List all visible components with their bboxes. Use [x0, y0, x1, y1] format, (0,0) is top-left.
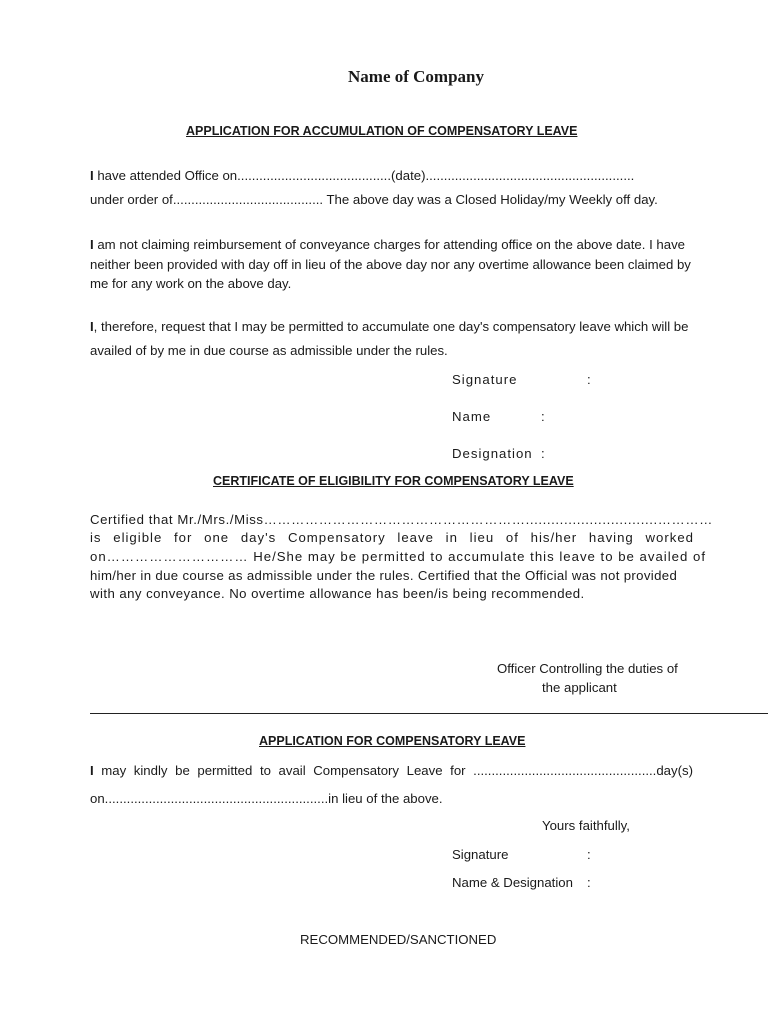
officer-title-line-1: Officer Controlling the duties of: [497, 661, 678, 676]
compensatory-leave-heading: APPLICATION FOR COMPENSATORY LEAVE: [259, 734, 526, 748]
attendance-line-2: under order of......................................... The above day was a Closed Holiday/my Weekly off day.: [90, 192, 658, 207]
signature-label-2: Signature: [452, 847, 509, 862]
certificate-line-3: on………………………… He/She may be permitted to accumulate this leave to be availed of: [90, 549, 706, 564]
declaration-text-1: am not claiming reimbursement of conveyance charges for attending office on the above date. I have: [93, 237, 686, 252]
signature-colon: :: [587, 372, 591, 387]
attendance-text-1: have attended Office on..........................................(date).........................................................: [93, 168, 635, 183]
name-colon: :: [541, 409, 545, 424]
pronoun-i: I: [90, 763, 94, 778]
declaration-line-1: [90, 237, 685, 252]
declaration-line-2: neither been provided with day off in lieu of the above day nor any overtime allowance been claimed by: [90, 257, 691, 272]
attendance-line-1: [90, 168, 634, 183]
pronoun-i: I: [90, 168, 94, 183]
pronoun-i: I: [90, 237, 94, 252]
declaration-line-3: me for any work on the above day.: [90, 276, 292, 291]
name-designation-colon: :: [587, 875, 591, 890]
designation-label: Designation: [452, 446, 533, 461]
leave-request-line-1: [90, 763, 693, 778]
name-label: Name: [452, 409, 492, 424]
officer-title-line-2: the applicant: [542, 680, 617, 695]
yours-faithfully: Yours faithfully,: [542, 818, 630, 833]
certificate-line-1: Certified that Mr./Mrs./Miss…………………………………………………...............................…………: [90, 512, 713, 527]
signature-colon-2: :: [587, 847, 591, 862]
certificate-line-5: with any conveyance. No overtime allowance has been/is being recommended.: [90, 586, 585, 601]
designation-colon: :: [541, 446, 545, 461]
name-designation-label: Name & Designation: [452, 875, 573, 890]
leave-request-line-2: on.............................................................in lieu of the above.: [90, 791, 443, 806]
pronoun-i: I: [90, 319, 94, 334]
application-heading: APPLICATION FOR ACCUMULATION OF COMPENSATORY LEAVE: [186, 124, 578, 138]
section-divider: [90, 713, 768, 714]
signature-label: Signature: [452, 372, 518, 387]
certificate-line-4: him/her in due course as admissible under the rules. Certified that the Official was not provided: [90, 568, 678, 583]
certificate-line-2: is eligible for one day's Compensatory leave in lieu of his/her having worked: [90, 530, 694, 545]
company-name: Name of Company: [348, 67, 484, 86]
certificate-heading: CERTIFICATE OF ELIGIBILITY FOR COMPENSATORY LEAVE: [213, 474, 574, 488]
recommended-sanctioned: RECOMMENDED/SANCTIONED: [300, 932, 497, 947]
request-line-2: availed of by me in due course as admissible under the rules.: [90, 343, 448, 358]
request-text-1: , therefore, request that I may be permitted to accumulate one day's compensatory leave which will be: [93, 319, 689, 334]
request-line-1: [90, 319, 688, 334]
leave-request-text-1: may kindly be permitted to avail Compensatory Leave for ..................................................day(s): [93, 763, 693, 778]
